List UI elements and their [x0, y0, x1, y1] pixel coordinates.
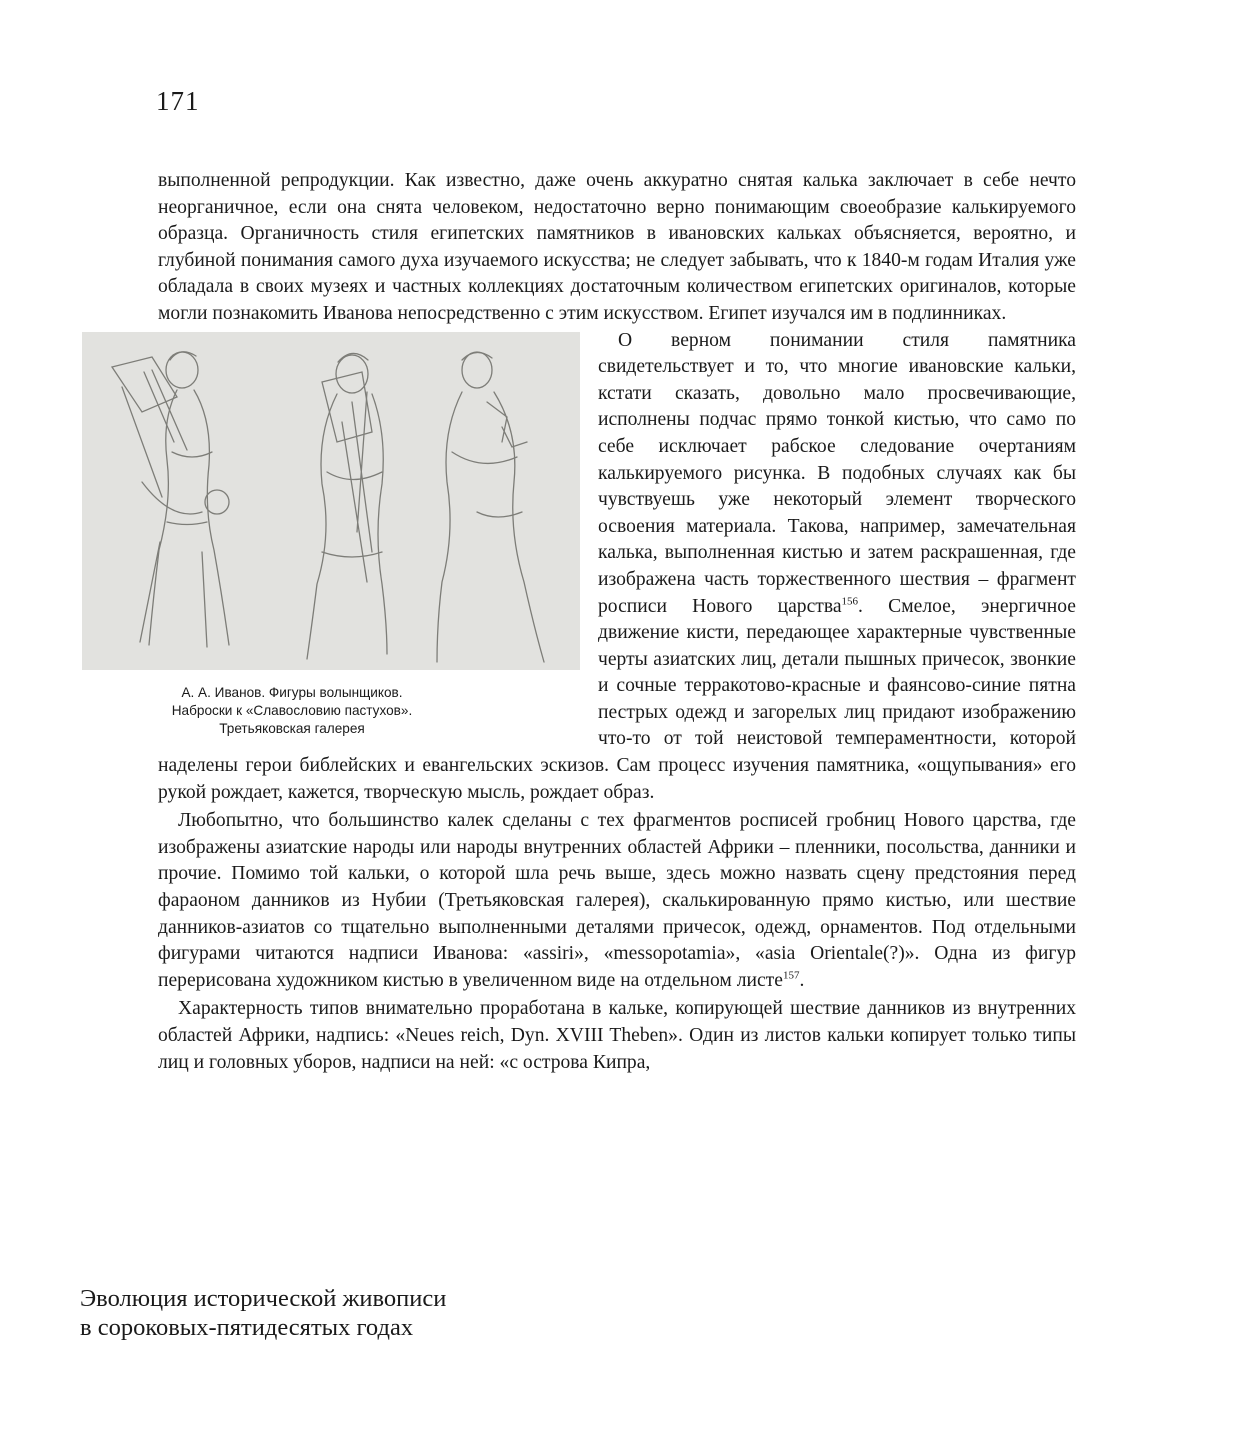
figure-illustration: [82, 332, 580, 670]
footnote-ref-156: 156: [841, 594, 859, 607]
paragraph-3: [158, 808, 1076, 994]
section-title-line: в сороковых-пятидесятых годах: [80, 1314, 414, 1341]
caption-line: А. А. Иванов. Фигуры волынщиков.: [181, 684, 403, 700]
paragraph-4: Характерность типов внимательно проработана в кальке, копирующей шествие данников из внутренних областей Африки, надпись: «Neues reich, Dyn. XVIII Theben». Один из листов кальки копирует только типы лиц и головных уборов, надписи на ней: «с острова Кипра,: [158, 998, 1076, 1073]
paragraph-3-text-cont: .: [799, 969, 805, 991]
main-text: [158, 168, 1076, 1076]
caption-line: Третьяковская галерея: [219, 721, 365, 737]
bagpipers-sketch-illustration: [82, 332, 580, 670]
paragraph-2-text-cont: . Смелое, энергичное движение кисти, передающее характерные чувственные черты азиатских лиц, детали пышных причесок, звонкие и сочные терракотово-красные и фаянсово-синие пятна пестрых одежд и загорелых лиц придают изображению что-то от той неистовой темпераментности, которой наделены герои библейских и евангельских эскизов. Сам процесс изучения памятника, «ощупывания» его рукой рождает, кажется, творческую мысль, рождает образ.: [158, 595, 1076, 803]
footnote-ref-157: 157: [782, 969, 800, 982]
page-number: 171: [156, 86, 200, 116]
figure: [82, 332, 580, 739]
figure-caption: [82, 684, 502, 739]
paragraph-2-text: О верном понимании стиля памятника свидетельствует и то, что многие ивановские кальки, кстати сказать, довольно мало просвечивающие, исполнены подчас прямо тонкой кистью, что само по себе исключает рабское следование очертаниям калькируемого рисунка. В подобных случаях как бы чувствуешь уже некоторый элемент творческого освоения материала. Такова, например, замечательная калька, выполненная кистью и затем раскрашенная, где изображена часть торжественного шествия – фрагмент росписи Нового царства: [598, 329, 1076, 617]
paragraph-1: выполненной репродукции. Как известно, даже очень аккуратно снятая калька заключает в себе нечто неорганичное, если она снята человеком, недостаточно верно понимающим своеобразие калькируемого образца. Органичность стиля египетских памятников в ивановских кальках объясняется, вероятно, и глубиной понимания самого духа изучаемого искусства; не следует забывать, что к 1840-м годам Италия уже обладала в своих музеях и частных коллекциях достаточным количеством египетских оригиналов, которые могли познакомить Иванова непосредственно с этим искусством. Египет изучался им в подлинниках.: [158, 170, 1076, 324]
section-title: [80, 1284, 446, 1342]
section-title-line: Эволюция исторической живописи: [80, 1285, 447, 1312]
paragraph-3-text: Любопытно, что большинство калек сделаны с тех фрагментов росписей гробниц Нового царства, где изображены азиатские народы или народы внутренних областей Африки – пленники, посольства, данники и прочие. Помимо той кальки, о которой шла речь выше, здесь можно назвать сцену предстояния перед фараоном данников из Нубии (Третьяковская галерея), скалькированную прямо кистью, или шествие данников-азиатов со тщательно выполненными деталями причесок, одежд, орнаментов. Под отдельными фигурами читаются надписи Иванова: «assiri», «messopotamia», «asia Orientale(?)». Одна из фигур перерисована художником кистью в увеличенном виде на отдельном листе: [158, 810, 1076, 991]
caption-line: Наброски к «Славословию пастухов».: [171, 702, 413, 718]
